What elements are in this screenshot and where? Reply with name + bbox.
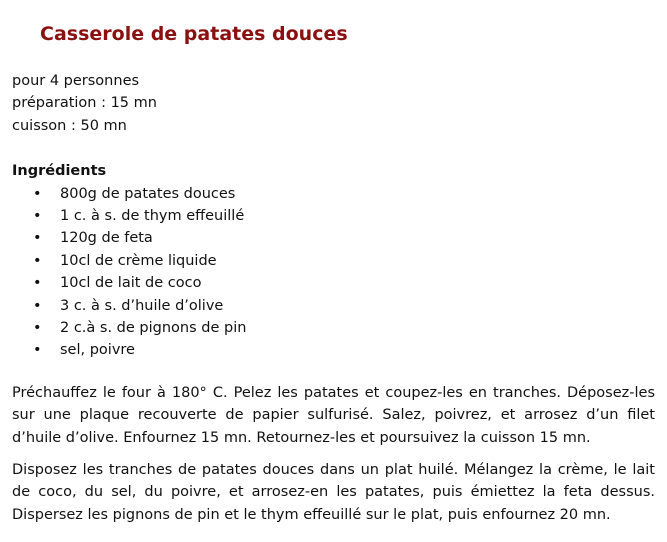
ingredient-text: 800g de patates douces xyxy=(60,185,236,202)
bullet-icon: • xyxy=(33,297,42,314)
ingredient-item xyxy=(12,227,655,249)
servings-text: pour 4 personnes xyxy=(12,73,140,89)
ingredient-text: 1 c. à s. de thym effeuillé xyxy=(60,208,245,225)
instruction-paragraph: Préchauffez le four à 180° C. Pelez les patates et coupez-les en tranches. Déposez-les sur une plaque recouverte de papier sulfurisé. Salez, poivrez, et arrosez d’un filet d’huile d’olive. Enfournez 15 mn. Retournez-les et poursuivez la cuisson 15 mn. xyxy=(12,384,655,447)
bullet-icon: • xyxy=(33,320,42,337)
ingredient-item xyxy=(12,205,655,227)
ingredient-text: 3 c. à s. d’huile d’olive xyxy=(60,297,224,314)
ingredient-text: 10cl de crème liquide xyxy=(60,252,217,269)
ingredient-item xyxy=(12,295,655,317)
ingredient-item xyxy=(12,272,655,294)
instruction-paragraph: Disposez les tranches de patates douces dans un plat huilé. Mélangez la crème, le lait de coco, du sel, du poivre, et arrosez-en les patates, puis émiettez la feta dessus. Dispersez les pignons de pin et le thym effeuillé sur le plat, puis enfournez 20 mn. xyxy=(12,461,655,523)
cooking-time-text: cuisson : 50 mn xyxy=(12,117,127,134)
ingredient-text: 2 c.à s. de pignons de pin xyxy=(60,320,247,337)
ingredient-text: sel, poivre xyxy=(60,342,135,359)
ingredient-text: 10cl de lait de coco xyxy=(60,275,202,292)
ingredients-list xyxy=(12,183,655,362)
recipe-title: Casserole de patates douces xyxy=(40,23,348,45)
bullet-icon: • xyxy=(33,230,42,247)
bullet-icon: • xyxy=(33,342,42,359)
ingredient-item xyxy=(12,317,655,339)
recipe-document xyxy=(12,0,655,526)
bullet-icon: • xyxy=(33,185,42,202)
bullet-icon: • xyxy=(33,252,42,269)
ingredient-item xyxy=(12,183,655,205)
ingredient-text: 120g de feta xyxy=(60,230,153,247)
recipe-meta xyxy=(12,70,655,137)
preparation-time-text: préparation : 15 mn xyxy=(12,95,157,112)
ingredient-item xyxy=(12,250,655,272)
ingredients-heading: Ingrédients xyxy=(12,163,107,180)
bullet-icon: • xyxy=(33,275,42,292)
bullet-icon: • xyxy=(33,208,42,225)
ingredient-item xyxy=(12,339,655,361)
